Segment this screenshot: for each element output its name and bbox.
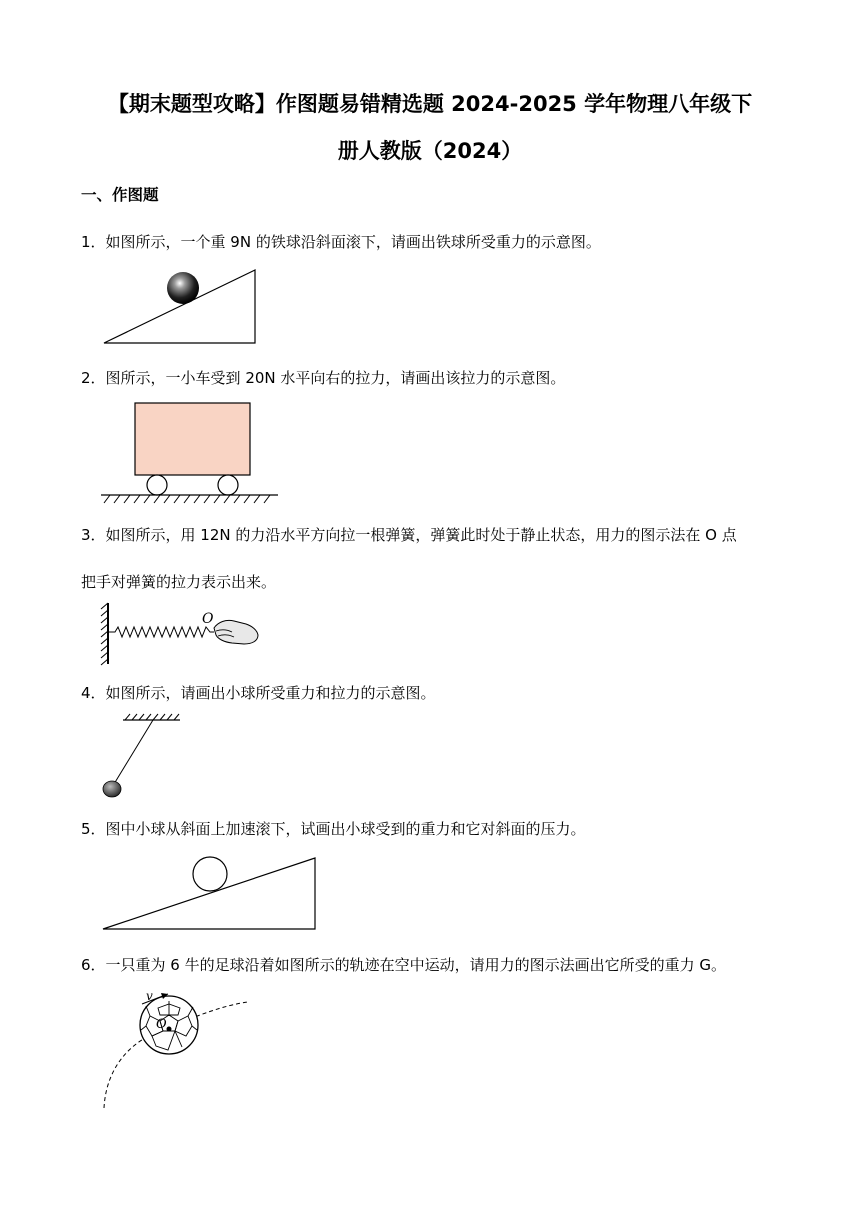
iron-ball bbox=[167, 272, 199, 304]
cart-wheel-left bbox=[147, 475, 167, 495]
velocity-label: v bbox=[146, 989, 153, 1003]
wall-hatch bbox=[101, 603, 108, 665]
figure-4-pendulum bbox=[103, 714, 180, 797]
question-4: 4．如图所示，请画出小球所受重力和拉力的示意图。 bbox=[81, 684, 436, 702]
question-3: 3．如图所示，用 12N 的力沿水平方向拉一根弹簧，弹簧此时处于静止状态，用力的图示法在 O 点 bbox=[81, 526, 737, 544]
section-heading: 一、作图题 bbox=[81, 186, 159, 204]
figure-1-incline bbox=[104, 270, 255, 343]
question-6: 6．一只重为 6 牛的足球沿着如图所示的轨迹在空中运动，请用力的图示法画出它所受的重力 G。 bbox=[81, 956, 727, 974]
cart-body bbox=[135, 403, 250, 475]
ceiling-hatch bbox=[125, 714, 179, 720]
small-ball bbox=[103, 781, 121, 797]
question-5: 5．图中小球从斜面上加速滚下，试画出小球受到的重力和它对斜面的压力。 bbox=[81, 820, 586, 838]
center-o-label: O bbox=[156, 1017, 167, 1032]
figure-5-incline bbox=[103, 857, 315, 929]
question-2: 2．图所示，一小车受到 20N 水平向右的拉力，请画出该拉力的示意图。 bbox=[81, 369, 566, 387]
question-3-continued: 把手对弹簧的拉力表示出来。 bbox=[81, 573, 277, 591]
cart-wheel-right bbox=[218, 475, 238, 495]
page-title-line-2: 册人教版（2024） bbox=[337, 139, 523, 163]
question-1: 1．如图所示，一个重 9N 的铁球沿斜面滚下，请画出铁球所受重力的示意图。 bbox=[81, 233, 601, 251]
page-title-line-1: 【期末题型攻略】作图题易错精选题 2024-2025 学年物理八年级下 bbox=[107, 92, 753, 116]
figure-2-cart bbox=[101, 403, 278, 503]
hand-icon bbox=[214, 620, 258, 644]
point-o-label: O bbox=[202, 611, 214, 627]
rolling-ball bbox=[193, 857, 227, 891]
figure-6-football bbox=[104, 989, 248, 1108]
figure-3-spring bbox=[101, 603, 258, 665]
spring bbox=[108, 627, 214, 637]
ground-hatch bbox=[104, 495, 270, 503]
